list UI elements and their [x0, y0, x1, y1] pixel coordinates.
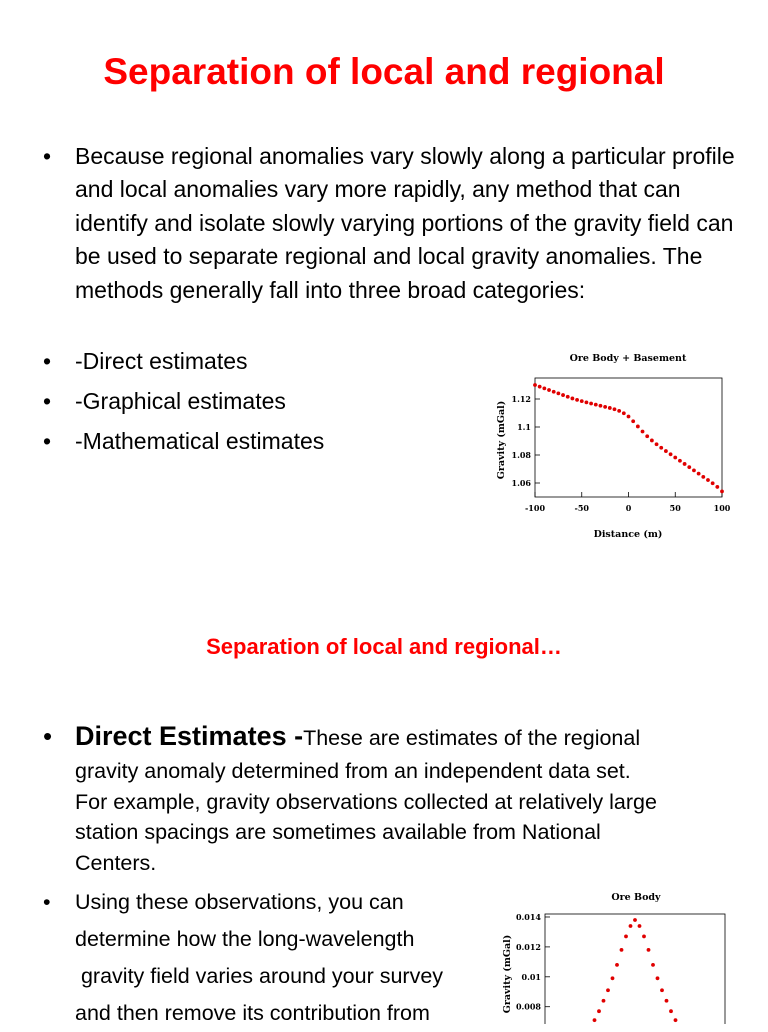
plot-frame [545, 914, 725, 1024]
data-point [575, 398, 579, 402]
x-axis-label: Distance (m) [593, 529, 663, 540]
data-point [678, 459, 682, 463]
data-point [629, 924, 633, 928]
data-point [636, 425, 640, 429]
data-point [659, 446, 663, 450]
y-tick-label: 0.014 [515, 911, 541, 922]
data-point [665, 999, 669, 1003]
data-point [673, 456, 677, 460]
data-point [606, 988, 610, 992]
x-tick-label: 50 [669, 503, 681, 513]
data-point [692, 469, 696, 473]
data-point [622, 411, 626, 415]
data-point [656, 976, 660, 980]
data-point [566, 395, 570, 399]
data-point [585, 400, 589, 404]
y-axis-label: Gravity (mGal) [496, 400, 507, 480]
y-axis-label: Gravity (mGal) [502, 934, 513, 1014]
chart2-svg [490, 884, 760, 1024]
data-point [594, 403, 598, 407]
y-tick-label: 1.1 [517, 422, 531, 432]
data-point [556, 392, 560, 396]
data-point [599, 404, 603, 408]
y-tick-label: 0.01 [521, 971, 541, 982]
y-tick-label: 1.12 [511, 394, 531, 404]
data-point [631, 419, 635, 423]
data-point [660, 988, 664, 992]
data-point [589, 402, 593, 406]
chart-ore-body-basement [480, 345, 750, 550]
bullet-item [43, 140, 735, 307]
bullet-marker: • [43, 348, 52, 374]
x-tick-label: -100 [524, 503, 546, 513]
chart1-svg [480, 345, 750, 545]
slide1-title: Separation of local and regional [103, 51, 665, 92]
data-point [620, 948, 624, 952]
data-point [603, 405, 607, 409]
data-point [655, 442, 659, 446]
data-point [608, 406, 612, 410]
data-point [613, 407, 617, 411]
data-point [611, 976, 615, 980]
text-line: Using these observations, you can [75, 890, 404, 914]
data-point [669, 452, 673, 456]
bullet-marker: • [43, 890, 51, 914]
bullet-item [43, 425, 325, 458]
data-point [701, 475, 705, 479]
y-tick-label: 0.008 [515, 1001, 541, 1012]
slide2-title: Separation of local and regional… [206, 634, 562, 659]
data-point [651, 963, 655, 967]
data-point [624, 935, 628, 939]
chart-title: Ore Body + Basement [569, 353, 687, 364]
data-point [674, 1018, 678, 1022]
bullet-item-observations [43, 884, 495, 1032]
bullet-text: Because regional anomalies vary slowly along a particular profile and local anomalies vary more rapidly, any method that can identify and isolate slowly varying portions of the gravity field can be used to separate regional and local gravity anomalies. The methods generally fall into three broad categories: [75, 143, 735, 303]
data-point [642, 935, 646, 939]
data-point [683, 462, 687, 466]
text-line: Centers. [75, 850, 157, 875]
data-point [720, 490, 724, 494]
data-point [602, 999, 606, 1003]
data-point [547, 388, 551, 392]
y-tick-label: 1.06 [511, 478, 531, 488]
bullet-item [43, 385, 286, 418]
text-line: gravity field varies around your survey [75, 964, 444, 988]
bullet-marker: • [43, 143, 52, 169]
data-point [617, 409, 621, 413]
data-point [542, 386, 546, 390]
bullet-text: -Direct estimates [75, 348, 248, 374]
chart-title: Ore Body [611, 892, 661, 903]
data-point [641, 430, 645, 434]
data-point [593, 1018, 597, 1022]
data-point [571, 397, 575, 401]
bullet-text: -Graphical estimates [75, 388, 286, 414]
data-point [697, 472, 701, 476]
data-point [706, 478, 710, 482]
bullet-marker: • [43, 388, 52, 414]
data-point [580, 399, 584, 403]
bullet-marker: • [43, 428, 52, 454]
data-point [647, 948, 651, 952]
text-line: determine how the long-wavelength [75, 927, 415, 951]
data-point [669, 1009, 673, 1013]
text-line: For example, gravity observations collected at relatively large [75, 789, 657, 814]
data-point [615, 963, 619, 967]
data-point [561, 393, 565, 397]
bullet-marker: • [43, 721, 53, 751]
text-line: and then remove its contribution from [75, 1001, 430, 1025]
data-point [711, 481, 715, 485]
bullet-continuation [75, 756, 745, 878]
y-tick-label: 1.08 [511, 450, 531, 460]
data-point [645, 434, 649, 438]
x-tick-label: 0 [625, 503, 632, 513]
y-tick-label: 0.012 [515, 941, 541, 952]
data-point [638, 924, 642, 928]
bullet-heading: Direct Estimates - [75, 721, 304, 751]
text-line: gravity anomaly determined from an independent data set. [75, 759, 631, 783]
text-line: station spacings are sometimes available from National [75, 820, 601, 844]
bullet-text: -Mathematical estimates [75, 428, 325, 454]
data-point [538, 385, 542, 389]
bullet-text: These are estimates of the regional [303, 726, 641, 750]
data-point [687, 465, 691, 469]
data-point [650, 439, 654, 443]
data-point [533, 383, 537, 387]
x-tick-label: 100 [713, 503, 731, 513]
data-point [597, 1009, 601, 1013]
bullet-item [43, 345, 248, 378]
bullet-item-direct-estimates [43, 718, 745, 759]
data-point [715, 485, 719, 489]
x-tick-label: -50 [574, 503, 589, 513]
data-point [552, 390, 556, 394]
data-point [627, 415, 631, 419]
data-point [664, 449, 668, 453]
chart-ore-body [490, 884, 760, 1029]
data-point [633, 918, 637, 922]
